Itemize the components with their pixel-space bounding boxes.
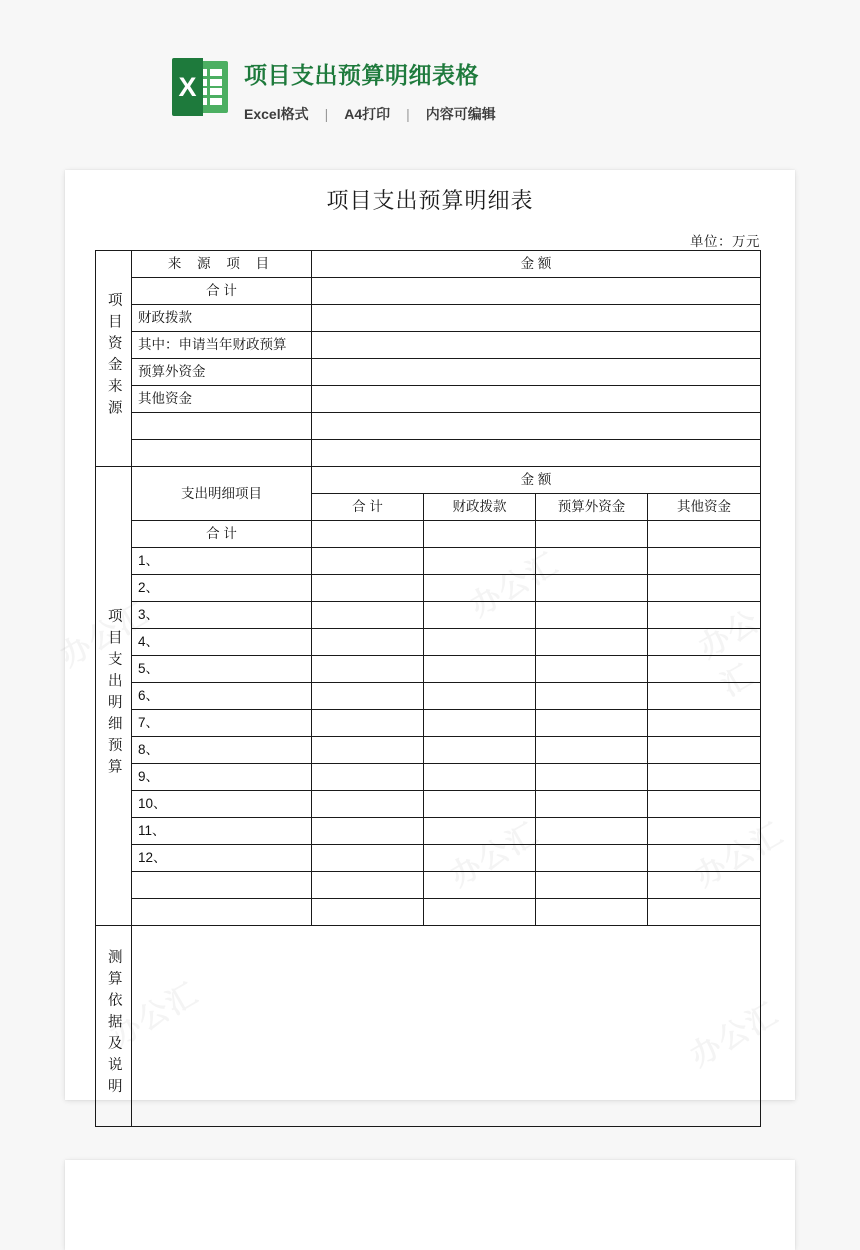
row-label-detail-6[interactable]: 6、	[132, 683, 312, 710]
sheet-title: 项目支出预算明细表	[326, 188, 534, 213]
excel-icon-letter: X	[178, 72, 197, 102]
cell-detail-extrabudget[interactable]	[536, 737, 648, 764]
table-row	[96, 386, 761, 413]
cell-detail-total[interactable]	[312, 737, 424, 764]
cell-detail-other[interactable]	[648, 818, 761, 845]
cell-detail-extrabudget[interactable]	[536, 791, 648, 818]
cell-amount-fiscal-appropriation[interactable]	[312, 305, 761, 332]
table-row	[96, 548, 761, 575]
cell-detail-fiscal[interactable]	[424, 683, 536, 710]
row-label-detail-11[interactable]: 11、	[132, 818, 312, 845]
notes-content-area[interactable]	[132, 926, 761, 1127]
cell-detail-other[interactable]	[648, 629, 761, 656]
cell-detail-extrabudget[interactable]	[536, 575, 648, 602]
cell-detail-fiscal[interactable]	[424, 764, 536, 791]
cell-detail-total[interactable]	[312, 656, 424, 683]
header-source-item: 来 源 项 目	[132, 251, 312, 278]
subheader-other-funds: 其他资金	[648, 494, 761, 521]
cell-amount-empty[interactable]	[312, 413, 761, 440]
table-row	[96, 413, 761, 440]
cell-detail-other[interactable]	[648, 845, 761, 872]
row-label-detail-3[interactable]: 3、	[132, 602, 312, 629]
cell-detail-other[interactable]	[648, 683, 761, 710]
section-label-source: 项目资金来源	[96, 251, 132, 467]
row-label-detail-1[interactable]: 1、	[132, 548, 312, 575]
cell-detail-extrabudget[interactable]	[536, 710, 648, 737]
cell-detail-fiscal[interactable]	[424, 872, 536, 899]
cell-detail-fiscal[interactable]	[424, 845, 536, 872]
cell-amount-total[interactable]	[312, 278, 761, 305]
row-label-detail-12[interactable]: 12、	[132, 845, 312, 872]
table-row	[96, 332, 761, 359]
cell-detail-other[interactable]	[648, 575, 761, 602]
cell-detail-total[interactable]	[312, 710, 424, 737]
header-detail-item: 支出明细项目	[132, 467, 312, 521]
cell-detail-extrabudget[interactable]	[536, 683, 648, 710]
cell-detail-total[interactable]	[312, 899, 424, 926]
cell-amount-empty[interactable]	[312, 440, 761, 467]
row-label-fiscal-appropriation: 财政拨款	[132, 305, 312, 332]
subheader-fiscal-appropriation: 财政拨款	[424, 494, 536, 521]
cell-detail-fiscal[interactable]	[424, 521, 536, 548]
table-row	[96, 737, 761, 764]
table-row	[96, 872, 761, 899]
cell-detail-total[interactable]	[312, 683, 424, 710]
page-title: 项目支出预算明细表格	[244, 62, 479, 88]
meta-format: Excel格式	[244, 106, 309, 122]
row-label-empty[interactable]	[132, 413, 312, 440]
cell-detail-total[interactable]	[312, 521, 424, 548]
subheader-extrabudgetary-funds: 预算外资金	[536, 494, 648, 521]
row-label-detail-5[interactable]: 5、	[132, 656, 312, 683]
cell-detail-extrabudget[interactable]	[536, 818, 648, 845]
cell-detail-extrabudget[interactable]	[536, 872, 648, 899]
row-label-detail-8[interactable]: 8、	[132, 737, 312, 764]
cell-detail-fiscal[interactable]	[424, 602, 536, 629]
header-detail-amount: 金 额	[312, 467, 761, 494]
row-label-total: 合 计	[132, 278, 312, 305]
cell-amount-extrabudgetary-funds[interactable]	[312, 359, 761, 386]
cell-detail-fiscal[interactable]	[424, 548, 536, 575]
cell-detail-other[interactable]	[648, 899, 761, 926]
cell-detail-total[interactable]	[312, 602, 424, 629]
cell-detail-other[interactable]	[648, 710, 761, 737]
cell-detail-total[interactable]	[312, 629, 424, 656]
cell-detail-total[interactable]	[312, 548, 424, 575]
unit-note: 单位：万元	[690, 234, 760, 249]
cell-amount-current-year-budget[interactable]	[312, 332, 761, 359]
table-row	[96, 710, 761, 737]
cell-detail-extrabudget[interactable]	[536, 656, 648, 683]
cell-detail-fiscal[interactable]	[424, 899, 536, 926]
table-row	[96, 521, 761, 548]
cell-detail-extrabudget[interactable]	[536, 764, 648, 791]
row-label-detail-total: 合 计	[132, 521, 312, 548]
subheader-total: 合 计	[312, 494, 424, 521]
document-page-1	[65, 170, 795, 1100]
cell-detail-total[interactable]	[312, 791, 424, 818]
meta-separator-1: |	[324, 106, 329, 122]
cell-detail-total[interactable]	[312, 818, 424, 845]
table-row	[96, 818, 761, 845]
row-label-detail-empty[interactable]	[132, 872, 312, 899]
cell-detail-extrabudget[interactable]	[536, 602, 648, 629]
cell-detail-total[interactable]	[312, 872, 424, 899]
table-row	[96, 440, 761, 467]
table-row	[96, 629, 761, 656]
cell-detail-fiscal[interactable]	[424, 710, 536, 737]
table-row	[96, 575, 761, 602]
table-row	[96, 467, 761, 494]
cell-detail-total[interactable]	[312, 845, 424, 872]
cell-detail-fiscal[interactable]	[424, 791, 536, 818]
cell-detail-other[interactable]	[648, 872, 761, 899]
cell-detail-other[interactable]	[648, 602, 761, 629]
table-row	[96, 845, 761, 872]
section-label-notes: 测算依据及说明	[96, 926, 132, 1127]
table-row	[96, 251, 761, 278]
cell-detail-fiscal[interactable]	[424, 575, 536, 602]
cell-detail-other[interactable]	[648, 791, 761, 818]
cell-detail-extrabudget[interactable]	[536, 629, 648, 656]
cell-detail-fiscal[interactable]	[424, 629, 536, 656]
table-row	[96, 305, 761, 332]
cell-amount-other-funds[interactable]	[312, 386, 761, 413]
header-meta	[244, 104, 496, 124]
table-row	[96, 764, 761, 791]
cell-detail-total[interactable]	[312, 575, 424, 602]
meta-print: A4打印	[344, 106, 391, 122]
page-header	[0, 0, 860, 150]
cell-detail-extrabudget[interactable]	[536, 899, 648, 926]
row-label-detail-9[interactable]: 9、	[132, 764, 312, 791]
excel-file-icon	[172, 58, 228, 116]
cell-detail-other[interactable]	[648, 521, 761, 548]
cell-detail-fiscal[interactable]	[424, 737, 536, 764]
cell-detail-extrabudget[interactable]	[536, 521, 648, 548]
cell-detail-other[interactable]	[648, 764, 761, 791]
cell-detail-extrabudget[interactable]	[536, 845, 648, 872]
table-row	[96, 899, 761, 926]
document-page-2	[65, 1160, 795, 1250]
cell-detail-extrabudget[interactable]	[536, 548, 648, 575]
cell-detail-total[interactable]	[312, 764, 424, 791]
table-row	[96, 926, 761, 1127]
table-row	[96, 683, 761, 710]
row-label-other-funds: 其他资金	[132, 386, 312, 413]
row-label-extrabudgetary-funds: 预算外资金	[132, 359, 312, 386]
table-row	[96, 278, 761, 305]
table-row	[96, 359, 761, 386]
row-label-detail-10[interactable]: 10、	[132, 791, 312, 818]
budget-table	[95, 250, 761, 1127]
row-label-empty[interactable]	[132, 440, 312, 467]
row-label-current-year-budget: 其中：申请当年财政预算	[132, 332, 312, 359]
row-label-detail-2[interactable]: 2、	[132, 575, 312, 602]
cell-detail-other[interactable]	[648, 656, 761, 683]
row-label-detail-empty[interactable]	[132, 899, 312, 926]
meta-separator-2: |	[406, 106, 410, 122]
meta-editable: 内容可编辑	[425, 106, 496, 122]
table-row	[96, 602, 761, 629]
header-source-amount: 金 额	[312, 251, 761, 278]
cell-detail-fiscal[interactable]	[424, 818, 536, 845]
section-label-detail: 项目支出明细预算	[96, 467, 132, 926]
table-row	[96, 656, 761, 683]
row-label-detail-7[interactable]: 7、	[132, 710, 312, 737]
cell-detail-other[interactable]	[648, 548, 761, 575]
cell-detail-fiscal[interactable]	[424, 656, 536, 683]
table-row	[96, 791, 761, 818]
row-label-detail-4[interactable]: 4、	[132, 629, 312, 656]
cell-detail-other[interactable]	[648, 737, 761, 764]
